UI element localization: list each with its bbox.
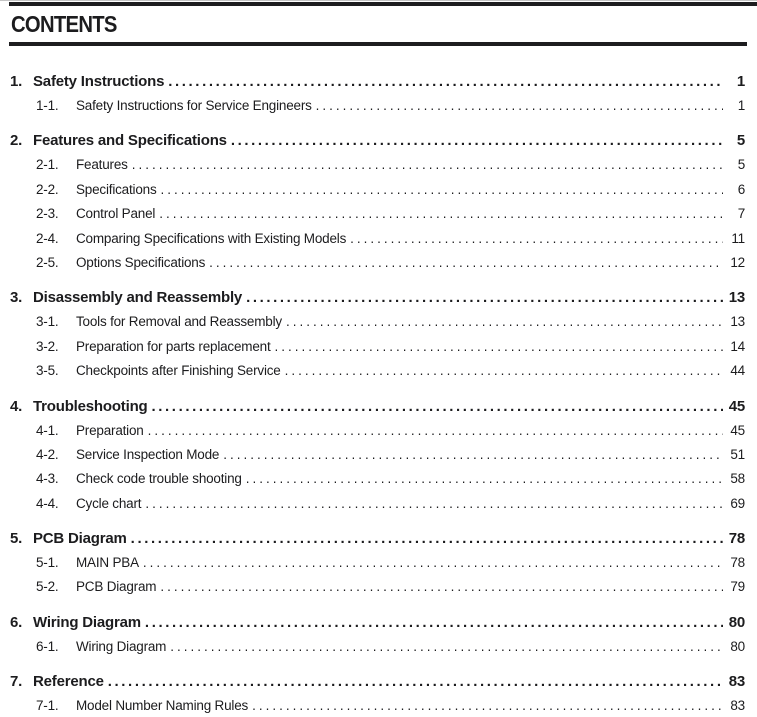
toc-entry: [0, 251, 757, 275]
toc-entry-number: 2-1.: [36, 157, 59, 173]
toc-section-heading: [0, 285, 757, 310]
dot-leader: [231, 128, 723, 153]
toc-entry-page-number: 44: [730, 363, 745, 379]
dot-leader: [161, 178, 724, 202]
toc-entry: [0, 551, 757, 575]
toc-entry-page-number: 1: [737, 98, 745, 113]
dot-leader: [108, 669, 723, 694]
toc-entry-title: Preparation for parts replacement: [76, 338, 271, 354]
toc-entry-number: 2-3.: [36, 206, 59, 222]
toc-entry: [0, 694, 757, 717]
toc-entry-number: 5-1.: [36, 555, 59, 571]
dot-leader: [143, 551, 723, 575]
toc-entry-title: Service Inspection Mode: [76, 446, 220, 462]
toc-section-group: [0, 69, 757, 118]
toc-entry: [0, 310, 757, 334]
toc-entry-page-number: 13: [730, 314, 745, 330]
toc-section-heading: [0, 128, 757, 153]
toc-entry-page-number: 5: [737, 157, 745, 173]
dot-leader: [223, 443, 723, 467]
toc-section-heading-number: 7.: [10, 673, 23, 691]
toc-section-heading-page-number: 1: [736, 73, 745, 90]
toc-entry-number: 6-1.: [36, 638, 59, 654]
toc-section-heading-page-number: 13: [728, 289, 745, 307]
toc-entry: [0, 467, 757, 491]
toc-section-heading-title: Wiring Diagram: [33, 613, 141, 631]
toc-entry-page-number: 80: [730, 638, 745, 654]
toc-entry-page-number: 58: [730, 471, 745, 487]
header-top-rule: [9, 2, 757, 6]
toc-entry-title: PCB Diagram: [76, 579, 157, 595]
dot-leader: [246, 285, 723, 310]
toc-section-heading-number: 1.: [10, 73, 23, 90]
dot-leader: [286, 310, 723, 334]
dot-leader: [148, 419, 723, 443]
toc-entry-page-number: 51: [730, 446, 745, 462]
title-underline: [9, 42, 747, 46]
toc-entry-title: Cycle chart: [76, 495, 142, 511]
toc-entry-page-number: 6: [737, 181, 745, 197]
toc-section-heading-page-number: 45: [728, 397, 745, 415]
toc-entry: [0, 227, 757, 251]
toc-section-heading: [0, 610, 757, 635]
toc-entry-number: 3-5.: [36, 363, 59, 379]
toc-entry-number: 5-2.: [36, 579, 59, 595]
toc-entry-page-number: 12: [730, 254, 745, 270]
toc-section-group: [0, 128, 757, 275]
toc-entry: [0, 178, 757, 202]
toc-entry: [0, 575, 757, 599]
toc-entry-number: 7-1.: [36, 698, 59, 714]
toc-entry-number: 1-1.: [36, 98, 59, 113]
toc-entry: [0, 335, 757, 359]
toc-section-heading-number: 5.: [10, 530, 23, 548]
dot-leader: [145, 610, 723, 635]
toc-section-heading-title: Features and Specifications: [33, 132, 227, 150]
toc-entry: [0, 419, 757, 443]
toc-entry-number: 4-3.: [36, 471, 59, 487]
toc-list: [0, 56, 757, 717]
toc-section-heading-title: Troubleshooting: [33, 397, 148, 415]
toc-entry-page-number: 11: [731, 230, 745, 246]
toc-entry-number: 2-5.: [36, 254, 59, 270]
toc-section-heading-title: Safety Instructions: [33, 73, 165, 90]
toc-entry-title: Features: [76, 157, 128, 173]
page-title: CONTENTS: [11, 11, 117, 37]
toc-entry-page-number: 79: [730, 579, 745, 595]
dot-leader: [131, 526, 723, 551]
toc-entry-title: Tools for Removal and Reassembly: [76, 314, 282, 330]
toc-entry-number: 3-1.: [36, 314, 59, 330]
toc-section-heading-page-number: 5: [736, 132, 745, 150]
dot-leader: [285, 359, 723, 383]
page-top-hairline: [0, 0, 757, 1]
toc-entry-number: 4-2.: [36, 446, 59, 462]
toc-entry-page-number: 69: [730, 495, 745, 511]
dot-leader: [246, 467, 723, 491]
dot-leader: [275, 335, 723, 359]
dot-leader: [170, 635, 723, 659]
toc-entry-number: 3-2.: [36, 338, 59, 354]
toc-entry: [0, 359, 757, 383]
dot-leader: [252, 694, 723, 717]
toc-section-group: [0, 394, 757, 517]
toc-section-heading-number: 4.: [10, 397, 23, 415]
toc-section-heading: [0, 526, 757, 551]
dot-leader: [209, 251, 723, 275]
dot-leader: [168, 69, 723, 94]
toc-section-group: [0, 526, 757, 600]
dot-leader: [160, 575, 723, 599]
dot-leader: [145, 492, 723, 516]
toc-entry-title: Safety Instructions for Service Engineers: [76, 98, 312, 113]
toc-entry-title: Checkpoints after Finishing Service: [76, 363, 281, 379]
toc-entry-title: Control Panel: [76, 206, 156, 222]
toc-entry: [0, 492, 757, 516]
toc-entry-title: Options Specifications: [76, 254, 206, 270]
dot-leader: [350, 227, 723, 251]
toc-section-heading-number: 6.: [10, 613, 23, 631]
toc-section-heading: [0, 669, 757, 694]
toc-section-heading: [0, 394, 757, 419]
toc-entry-number: 4-4.: [36, 495, 59, 511]
toc-section-heading: [0, 69, 757, 94]
dot-leader: [159, 202, 723, 226]
toc-entry-title: Model Number Naming Rules: [76, 698, 249, 714]
toc-section-heading-title: Disassembly and Reassembly: [33, 289, 243, 307]
toc-entry-number: 2-4.: [36, 230, 59, 246]
toc-entry-number: 2-2.: [36, 181, 59, 197]
dot-leader: [132, 153, 723, 177]
toc-section-heading-page-number: 78: [728, 530, 745, 548]
toc-section-group: [0, 669, 757, 717]
toc-entry-page-number: 45: [730, 422, 745, 438]
dot-leader: [152, 394, 724, 419]
toc-section-heading-title: PCB Diagram: [33, 530, 127, 548]
toc-entry-title: Check code trouble shooting: [76, 471, 242, 487]
toc-section-group: [0, 610, 757, 659]
toc-entry-page-number: 78: [730, 555, 745, 571]
toc-entry-title: MAIN PBA: [76, 555, 139, 571]
toc-section-heading-page-number: 80: [728, 613, 745, 631]
toc-entry: [0, 443, 757, 467]
dot-leader: [316, 94, 723, 118]
toc-section-heading-number: 2.: [10, 132, 23, 150]
toc-entry-page-number: 14: [730, 338, 745, 354]
toc-entry-page-number: 7: [737, 206, 745, 222]
toc-entry-title: Preparation: [76, 422, 144, 438]
toc-entry-number: 4-1.: [36, 422, 59, 438]
toc-entry-title: Specifications: [76, 181, 157, 197]
toc-entry: [0, 94, 757, 118]
toc-entry-title: Comparing Specifications with Existing Models: [76, 230, 347, 246]
toc-section-heading-page-number: 83: [728, 673, 745, 691]
toc-entry: [0, 202, 757, 226]
toc-entry: [0, 153, 757, 177]
toc-section-heading-number: 3.: [10, 289, 23, 307]
toc-section-heading-title: Reference: [33, 673, 104, 691]
toc-section-group: [0, 285, 757, 383]
toc-entry: [0, 635, 757, 659]
toc-entry-page-number: 83: [730, 698, 745, 714]
toc-entry-title: Wiring Diagram: [76, 638, 167, 654]
